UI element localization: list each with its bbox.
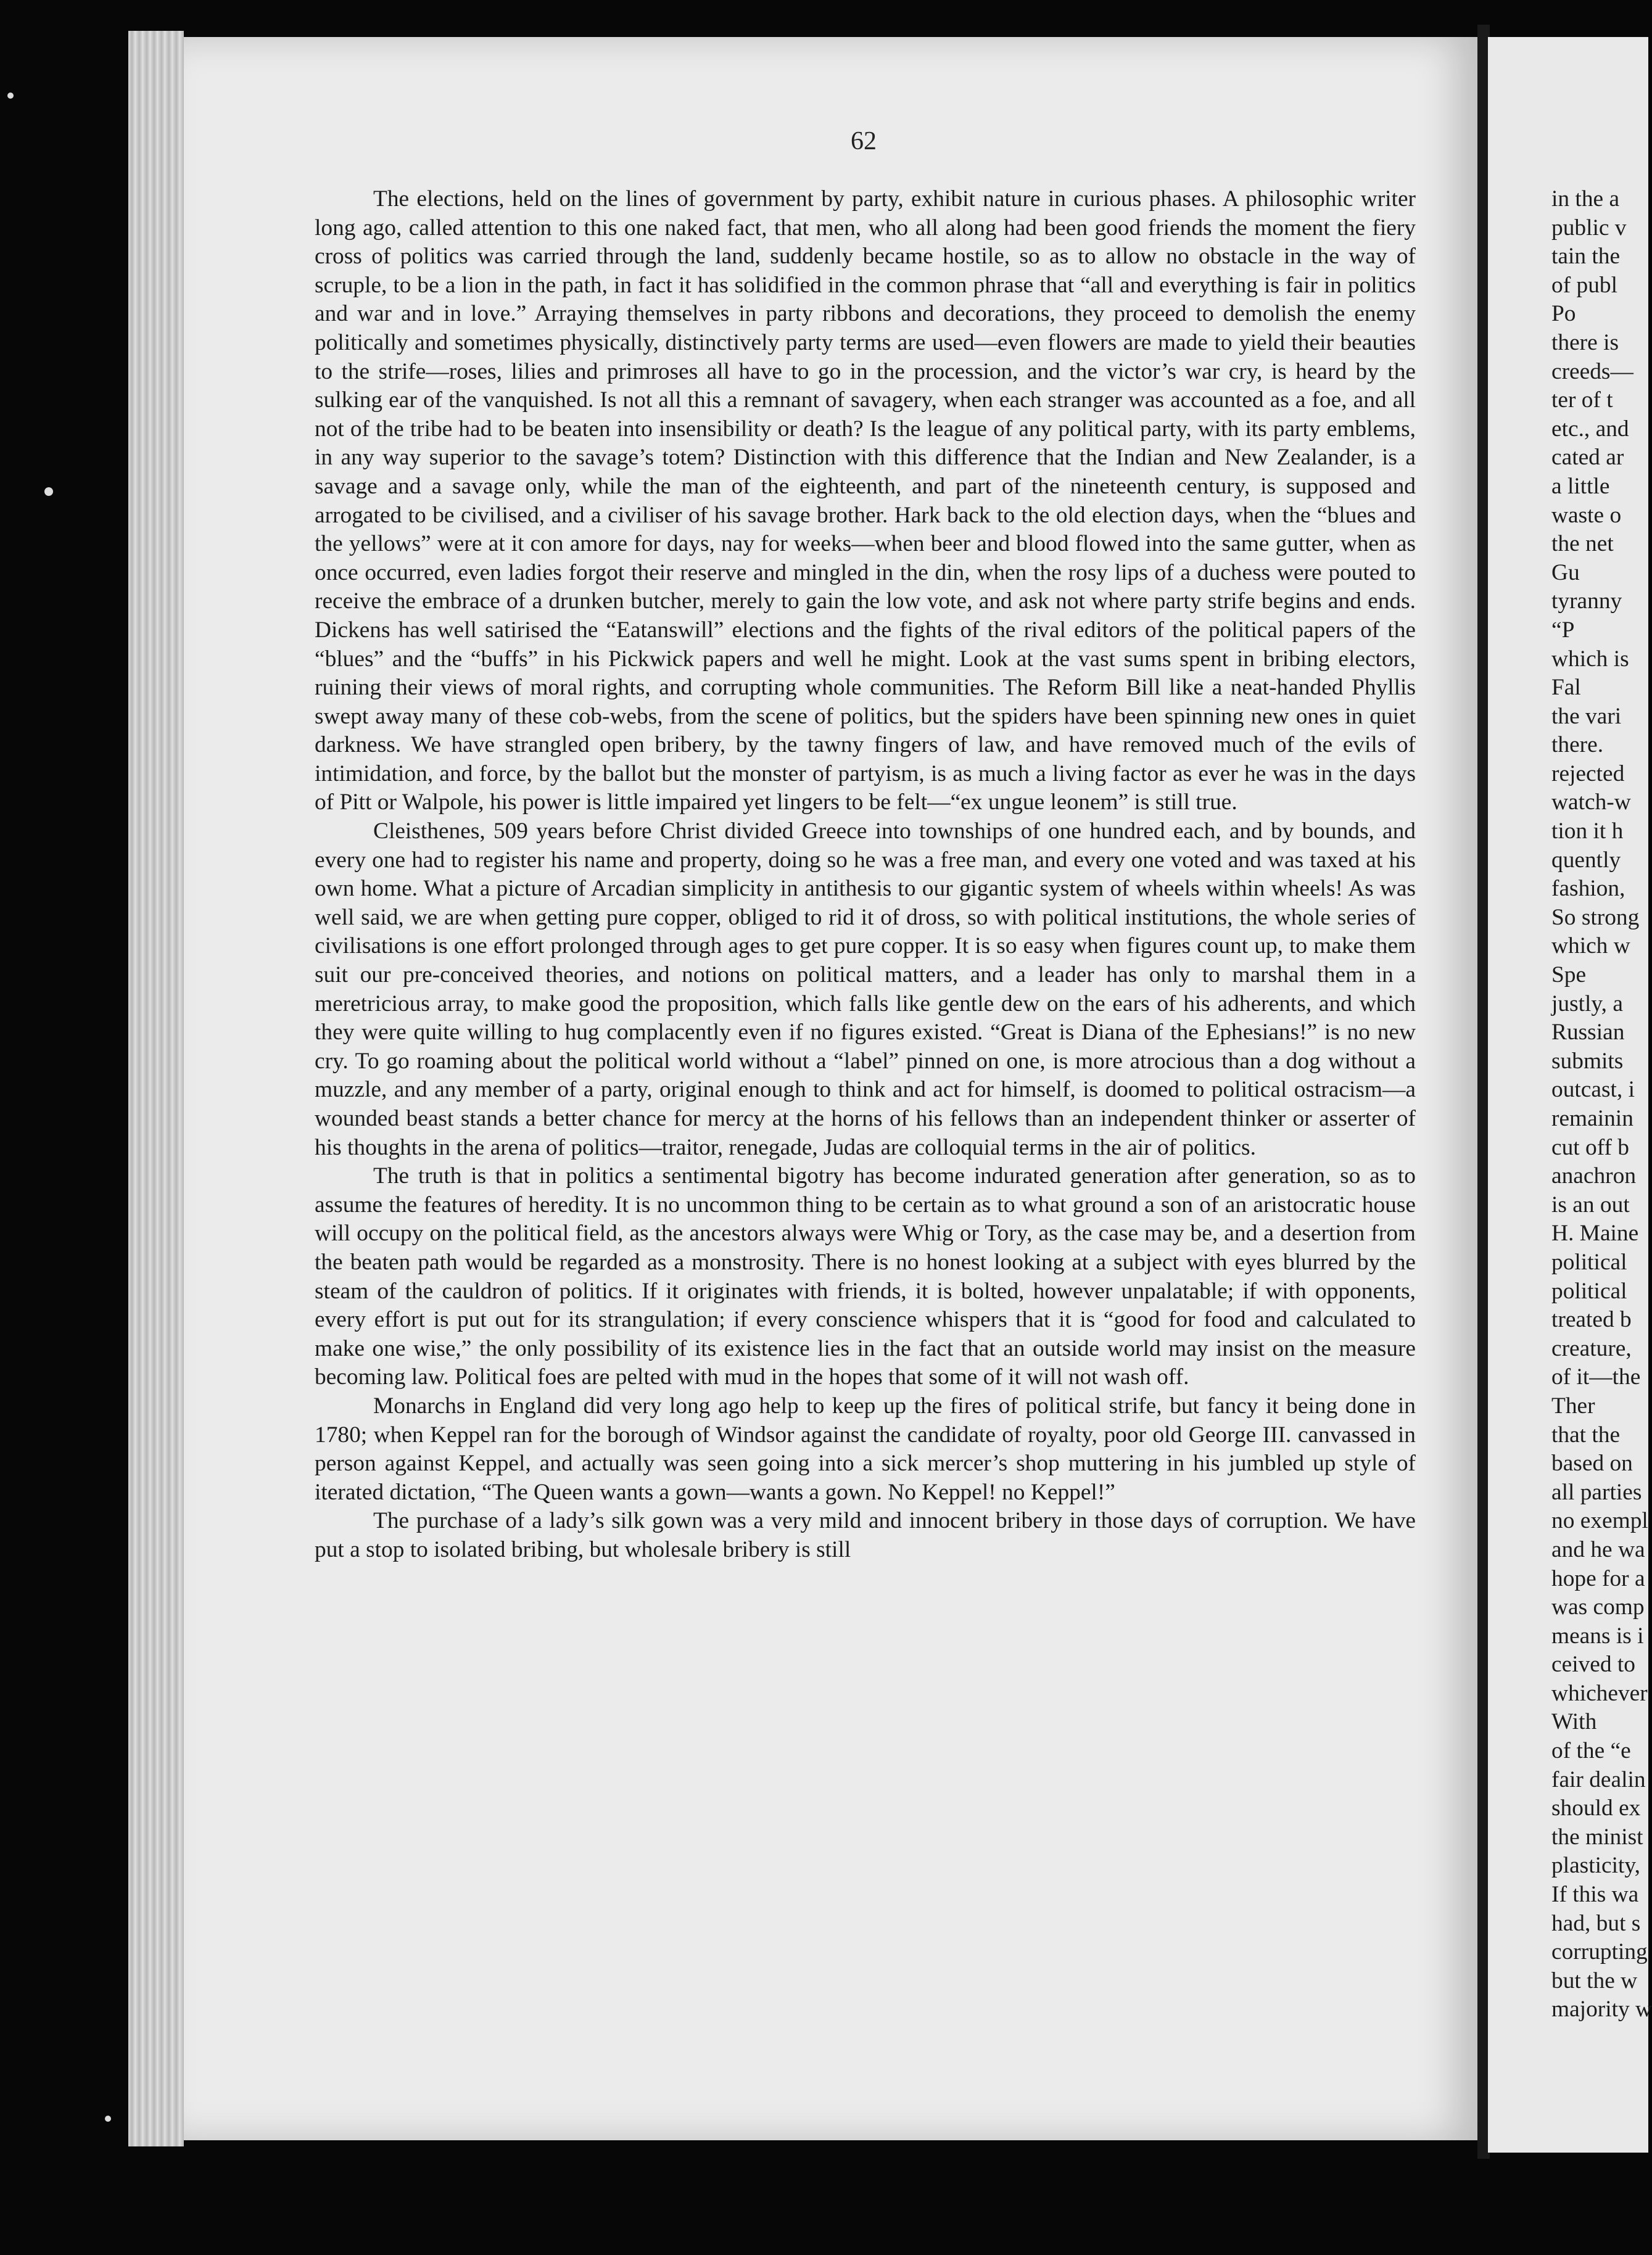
right-page-line: cut off b bbox=[1551, 1134, 1629, 1160]
right-page-line: tyranny bbox=[1551, 588, 1622, 614]
right-page-line: means is i bbox=[1551, 1623, 1644, 1649]
right-page-line: With bbox=[1551, 1709, 1597, 1735]
right-page-line: the net bbox=[1551, 531, 1614, 557]
right-page-line: fair dealin bbox=[1551, 1766, 1646, 1792]
right-page-line: creature, bbox=[1551, 1335, 1632, 1361]
right-page-line: Ther bbox=[1551, 1393, 1595, 1419]
right-page-line: ter of t bbox=[1551, 387, 1613, 413]
right-page-line: the vari bbox=[1551, 703, 1622, 729]
right-page-line: of publ bbox=[1551, 272, 1617, 298]
right-page-line: had, but s bbox=[1551, 1910, 1641, 1936]
paragraph: Monarchs in England did very long ago help to keep up the fires of political strife, but fancy it being done in 1780; when Keppel ran for the borough of Windsor against the candidate of royalty, poor old George III. canvassed in person against Keppel, and actually was seen going into a sick mercer’s shop muttering in his jumbled up style of iterated dictation, “The Queen wants a gown—wants a gown. No Keppel! no Keppel!” bbox=[315, 1393, 1416, 1505]
paragraph: Cleisthenes, 509 years before Christ divided Greece into townships of one hundred each, and by bounds, and every one had to register his name and property, doing so he was a free man, and every one voted and was taxed at his own home. What a picture of Arcadian simplicity in antithesis to our gigantic system of wheels within wheels! As was well said, we are when getting pure copper, obliged to rid it of dross, so with political institutions, the whole series of civilisations is one effort prolonged through ages to get pure copper. It is so easy when figures count up, to make them suit our pre-conceived theories, and notions on political matters, and a leader has only to marshal them in a meretricious array, to make good the proposition, which falls like gentle dew on the ears of his adherents, and which they were quite willing to hug complacently even if no figures existed. “Great is Diana of the Ephesians!” is no new cry. To go roaming about the political world without a “label” pinned on one, is more atrocious than a dog without a muzzle, and any member of a party, original enough to think and act for himself, is doomed to political ostracism—a wounded beast stands a better chance for mercy at the horns of his fellows than an independent thinker or asserter of his thoughts in the arena of politics—traitor, renegade, Judas are colloquial terms in the air of politics. bbox=[315, 818, 1416, 1160]
right-page-line: Gu bbox=[1551, 559, 1580, 585]
right-page-line: and he wa bbox=[1551, 1536, 1645, 1562]
right-page-line: political bbox=[1551, 1278, 1627, 1304]
right-page-line: of it—the bbox=[1551, 1364, 1641, 1390]
right-page-line: of the “e bbox=[1551, 1738, 1631, 1764]
right-page-line: Spe bbox=[1551, 962, 1587, 988]
right-page-line: public v bbox=[1551, 215, 1627, 241]
right-page-line: the minist bbox=[1551, 1824, 1643, 1850]
right-page-line: but the w bbox=[1551, 1968, 1638, 1993]
right-page-line: Po bbox=[1551, 301, 1576, 327]
right-page-line: majority w bbox=[1551, 1997, 1652, 2022]
right-page-line: ceived to bbox=[1551, 1652, 1635, 1678]
right-page-line: etc., and bbox=[1551, 416, 1629, 442]
right-page-line: Russian bbox=[1551, 1020, 1625, 1045]
right-page-line: rejected bbox=[1551, 761, 1625, 786]
right-page-line: outcast, i bbox=[1551, 1077, 1635, 1103]
paragraph: The elections, held on the lines of government by party, exhibit nature in curious phases. A philosophic writer long ago, called attention to this one naked fact, that men, who all along had been good friends the moment the fiery cross of politics was carried through the land, suddenly became hostile, so as to allow no obstacle in the way of scruple, to be a lion in the path, in fact it has solidified in the common phrase that “all and everything is fair in politics and war and in love.” Arraying themselves in party ribbons and decorations, they proceed to demolish the enemy politically and sometimes physically, distinctively party terms are used—even flowers are made to yield their beauties to the strife—roses, lilies and primroses all have to go in the procession, and the victor’s war cry, is heard by the sulking ear of the vanquished. Is not all this a remnant of savagery, when each stranger was accounted as a foe, and all not of the tribe had to be beaten into insensibility or death? Is the league of any political party, with its party emblems, in any way superior to the savage’s totem? Distinction with this difference that the Indian and New Zealander, is a savage and a savage only, while the man of the eighteenth, and part of the nineteenth century, is supposed and arrogated to be civilised, and a civiliser of his savage brother. Hark back to the old election days, when the “blues and the yellows” were at it con amore for days, nay for weeks—when beer and blood flowed into the same gutter, when as once occurred, even ladies forgot their reserve and mingled in the din, when the rosy lips of a duchess were pouted to receive the embrace of a drunken butcher, merely to gain the low vote, and ask not where party strife begins and ends. Dickens has well satirised the “Eatanswill” elections and the fights of the rival editors of the political papers of the “blues” and the “buffs” in his Pickwick papers and well he might. Look at the vast sums spent in bribing electors, ruining their views of moral rights, and corrupting whole communities. The Reform Bill like a neat-handed Phyllis swept away many of these cob-webs, from the scene of politics, but the spiders have been spinning new ones in quiet darkness. We have strangled open bribery, by the tawny fingers of law, and have removed much of the evils of intimidation, and force, by the ballot but the monster of partyism, is as much a living factor as ever he was in the days of Pitt or Walpole, his power is little impaired yet lingers to be felt—“ex ungue leonem” is still true. bbox=[315, 186, 1416, 815]
right-page-line: based on bbox=[1551, 1451, 1633, 1477]
right-page-line: a little bbox=[1551, 473, 1610, 499]
right-page-line: political bbox=[1551, 1249, 1627, 1275]
right-page-line: cated ar bbox=[1551, 445, 1624, 471]
right-page-line: justly, a bbox=[1551, 991, 1623, 1016]
page-edges bbox=[128, 31, 184, 2146]
right-page-line: Fal bbox=[1551, 675, 1581, 701]
paragraph: The truth is that in politics a sentimental bigotry has become indurated generation after generation, so as to assume the features of heredity. It is no uncommon thing to be certain as to what ground a son of an aristocratic house will occupy on the political field, as the ancestors always were Whig or Tory, as the case may be, and a desertion from the beaten path would be regarded as a monstrosity. There is no honest looking at a subject with eyes blurred by the steam of the cauldron of politics. If it originates with friends, it is bolted, however unpalatable; if with opponents, every effort is put out for its strangulation; if every conscience whispers that it is “good for food and calculated to make one wise,” the only possibility of its existence lies in the fact that an outside world may insist on the measure becoming law. Political foes are pelted with mud in the hopes that some of it will not wash off. bbox=[315, 1163, 1416, 1390]
right-page-line: “P bbox=[1551, 617, 1575, 643]
right-page-line: So strong bbox=[1551, 904, 1640, 930]
right-page-line: tion it h bbox=[1551, 818, 1624, 844]
right-page-line: tain the bbox=[1551, 244, 1621, 270]
right-page-line: there is bbox=[1551, 329, 1619, 355]
right-page-line: If this wa bbox=[1551, 1882, 1639, 1908]
right-page-line: submits bbox=[1551, 1048, 1624, 1074]
right-page-line: corrupting bbox=[1551, 1939, 1648, 1965]
main-text bbox=[315, 185, 1416, 1565]
right-page-line: hope for a bbox=[1551, 1565, 1645, 1591]
film-speck bbox=[105, 2116, 111, 2122]
right-page-line: plasticity, bbox=[1551, 1853, 1640, 1879]
right-page-line: watch-w bbox=[1551, 789, 1631, 815]
page-number: 62 bbox=[851, 127, 877, 155]
right-page-line: creeds— bbox=[1551, 358, 1633, 384]
right-page-line: there. bbox=[1551, 732, 1604, 758]
right-page-line: which is bbox=[1551, 646, 1629, 672]
paragraph: The purchase of a lady’s silk gown was a very mild and innocent bribery in those days of corruption. We have put a stop to isolated bribing, but wholesale bribery is still bbox=[315, 1508, 1416, 1562]
film-speck bbox=[44, 487, 53, 496]
film-speck bbox=[7, 93, 14, 99]
right-page-line: which w bbox=[1551, 933, 1630, 959]
right-page-line: anachron bbox=[1551, 1163, 1637, 1189]
right-page-line: that the bbox=[1551, 1422, 1621, 1448]
right-page-line: should ex bbox=[1551, 1795, 1641, 1821]
right-page-line: is an out bbox=[1551, 1192, 1630, 1218]
right-page-line: H. Maine bbox=[1551, 1221, 1639, 1247]
right-page-line: fashion, bbox=[1551, 876, 1625, 902]
right-page-line: remainin bbox=[1551, 1106, 1633, 1131]
right-page-line: no exempl bbox=[1551, 1508, 1648, 1534]
right-page-line: whichever bbox=[1551, 1680, 1648, 1706]
right-page-line: treated b bbox=[1551, 1307, 1632, 1333]
right-page-line: quently bbox=[1551, 847, 1621, 873]
right-page-line: in the a bbox=[1551, 186, 1620, 212]
right-page-line: waste o bbox=[1551, 502, 1622, 528]
right-page-line: was comp bbox=[1551, 1594, 1645, 1620]
right-page-line: all parties bbox=[1551, 1479, 1642, 1505]
right-page-text bbox=[1551, 185, 1650, 2024]
